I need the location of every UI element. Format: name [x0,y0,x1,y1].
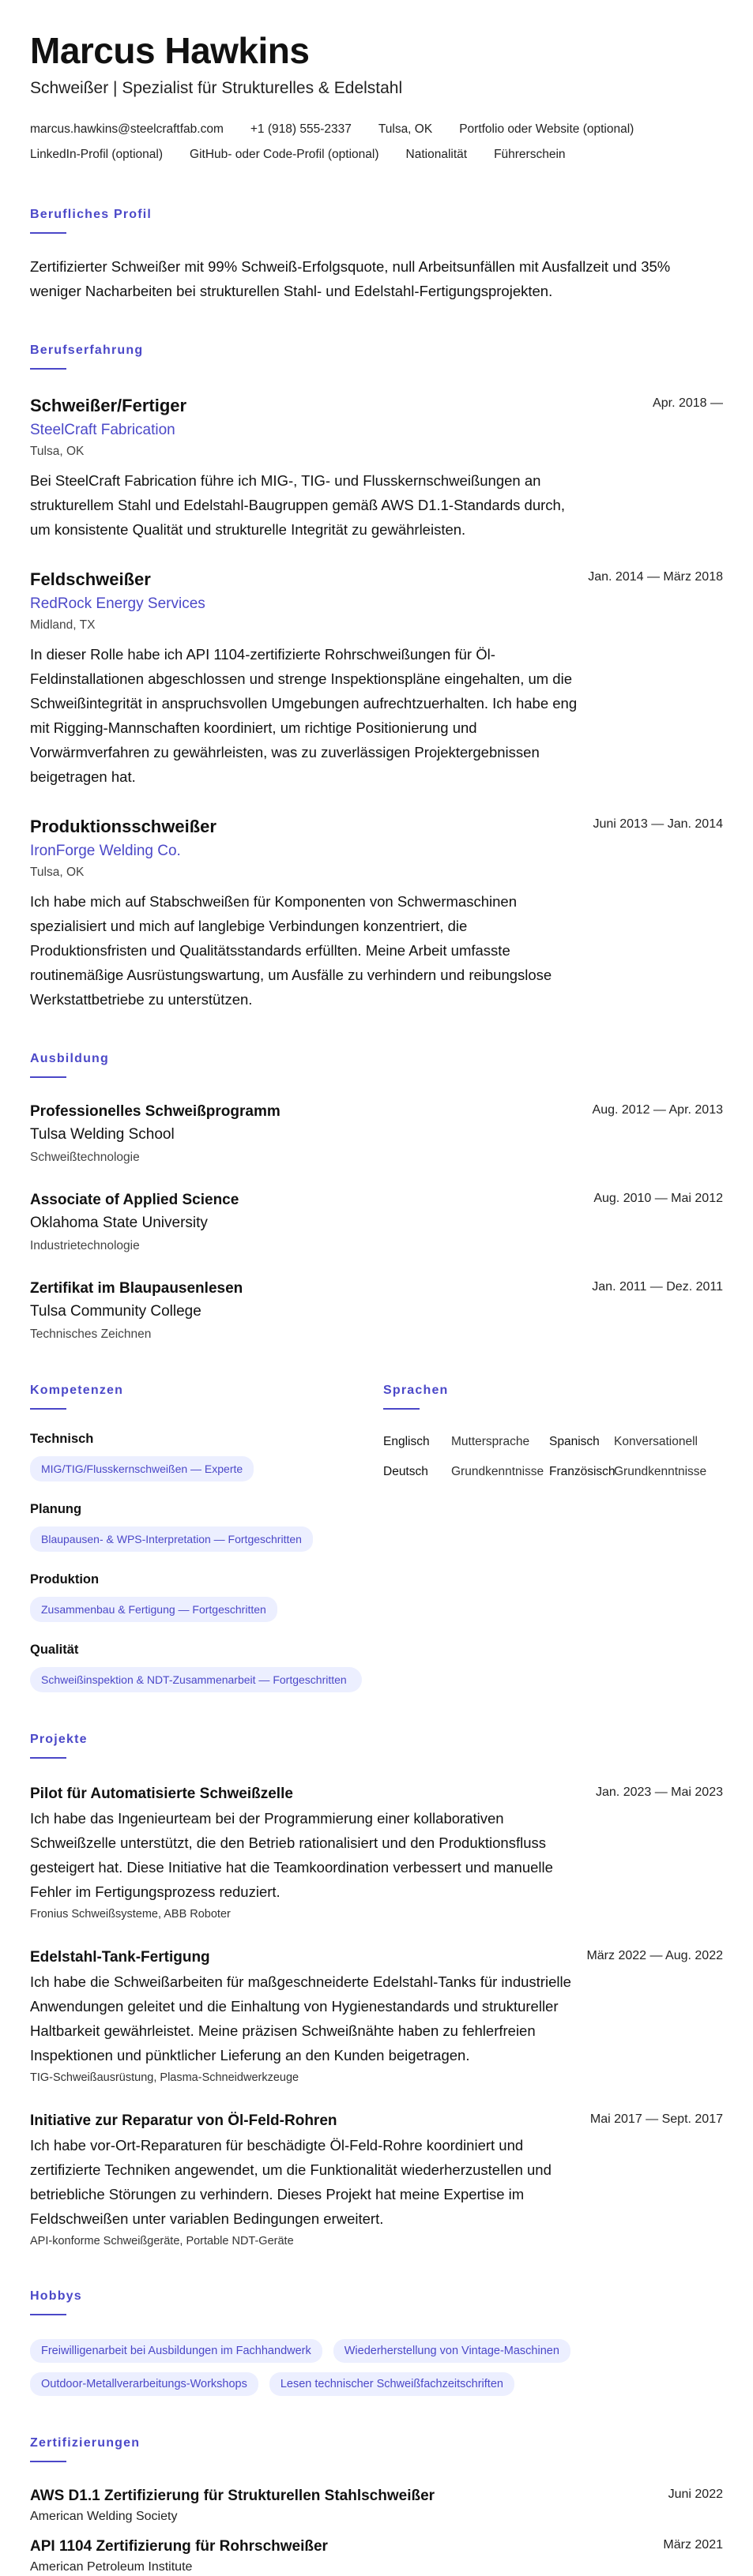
experience-entry [30,816,723,1012]
skill-category: Technisch [30,1432,94,1446]
profile-section [30,207,723,303]
education-date: Aug. 2010 — Mai 2012 [593,1192,723,1205]
section-title-skills: Kompetenzen [30,1384,124,1397]
education-entry [30,1102,723,1166]
language-list [383,1433,723,1481]
language-name: Deutsch [383,1465,428,1478]
project-description: Ich habe vor-Ort-Reparaturen für beschädigte Öl-Feld-Rohre koordiniert und zertifizierte Techniken angewendet, um die Funktionalität wiederherzustellen und betriebliche Störungen zu verhindern. Dieses Projekt hat meine Expertise im Feldschweißen unter variablen Bedingungen erweitert. [30,2137,552,2227]
section-divider [30,2461,66,2462]
contact-location: Tulsa, OK [378,122,433,136]
language-name: Spanisch [549,1435,600,1448]
language-name: Französisch [549,1465,616,1478]
experience-title: Feldschweißer [30,569,151,589]
certifications-section [30,2435,723,2576]
education-degree: Zertifikat im Blaupausenlesen [30,1280,243,1297]
language-level: Grundkenntnisse [451,1465,544,1478]
candidate-headline: Schweißer | Spezialist für Strukturelles & Edelstahl [30,79,403,97]
project-date: März 2022 — Aug. 2022 [586,1949,723,1962]
education-school: Tulsa Community College [30,1303,201,1320]
project-title: Pilot für Automatisierte Schweißzelle [30,1786,293,1802]
experience-title: Produktionsschweißer [30,817,216,836]
contact-email[interactable]: marcus.hawkins@steelcraftfab.com [30,122,224,136]
skill-category: Planung [30,1502,82,1516]
experience-description: Ich habe mich auf Stabschweißen für Komponenten von Schwermaschinen spezialisiert und mich auf langlebige Verbindungen konzentriert, die Produktionsfristen und Qualitätsstandards erfüllten. Meine Arbeit umfasste routinemäßige Ausrüstungswartung, um Ausfälle zu verhindern und reibungslose Werkstattbetriebe zu unterstützen. [30,893,552,1008]
languages-section [383,1383,723,1692]
project-description: Ich habe die Schweißarbeiten für maßgeschneiderte Edelstahl-Tanks für industrielle Anwendungen geleitet und die Einhaltung von Hygienestandards und struktureller Haltbarkeit gewährleistet. Meine präzisen Schweißnähte haben zu fehlerfreien Inspektionen und pünktlicher Lieferung an den Kunden beigetragen. [30,1973,571,2063]
language-name: Englisch [383,1435,430,1448]
certification-entry [30,2537,723,2576]
section-divider [30,368,66,370]
section-title-hobbies: Hobbys [30,2289,82,2303]
project-title: Edelstahl-Tank-Fertigung [30,1949,210,1966]
hobby-tag: Lesen technischer Schweißfachzeitschriften [269,2372,514,2396]
experience-date: Juni 2013 — Jan. 2014 [593,817,723,831]
project-description: Ich habe das Ingenieurteam bei der Programmierung einer kollaborativen Schweißzelle unterstützt, die den Betrieb rationalisiert und den Produktionsfluss gesteigert hat. Diese Initiative hat die Teamkoordination verbessert und manuelle Fehler im Fertigungsprozess reduziert. [30,1810,553,1900]
language-level: Muttersprache [451,1435,530,1448]
profile-summary: Zertifizierter Schweißer mit 99% Schweiß-Erfolgsquote, null Arbeitsunfällen mit Ausfallzeit und 35% weniger Nacharbeiten bei strukturellen Stahl- und Edelstahl-Fertigungsprojekten. [30,258,671,299]
project-tools: API-konforme Schweißgeräte, Portable NDT-Geräte [30,2235,294,2247]
certification-name: API 1104 Zertifizierung für Rohrschweißer [30,2538,328,2555]
project-date: Mai 2017 — Sept. 2017 [589,2112,723,2126]
experience-title: Schweißer/Fertiger [30,396,187,415]
contact-info [30,117,723,167]
education-date: Jan. 2011 — Dez. 2011 [592,1280,723,1294]
experience-description: Bei SteelCraft Fabrication führe ich MIG-, TIG- und Flusskernschweißungen an strukturellem Stahl und Edelstahl-Baugruppen gemäß AWS D1.1-Standards durch, um konsistente Qualität und strukturelle Integrität zu gewährleisten. [30,472,565,538]
experience-location: Midland, TX [30,618,96,632]
education-degree: Associate of Applied Science [30,1192,239,1208]
experience-date: Apr. 2018 — [653,396,723,410]
skills-section [30,1383,383,1692]
experience-entry [30,569,723,789]
hobby-tag: Freiwilligenarbeit bei Ausbildungen im Fachhandwerk [30,2339,322,2363]
skill-group [30,1571,383,1622]
hobbies-section [30,2289,723,2396]
contact-license: Führerschein [494,148,566,161]
section-divider [30,232,66,234]
education-field: Industrietechnologie [30,1239,140,1252]
education-entry [30,1190,723,1255]
section-divider [30,1408,66,1410]
section-title-languages: Sprachen [383,1384,449,1397]
section-divider [383,1408,420,1410]
education-field: Technisches Zeichnen [30,1327,152,1341]
section-divider [30,1757,66,1759]
skill-tag: Blaupausen- & WPS-Interpretation — Fortgeschritten [30,1526,313,1552]
skill-tag: Schweißinspektion & NDT-Zusammenarbeit — Fortgeschritten [30,1667,362,1692]
contact-github[interactable]: GitHub- oder Code-Profil (optional) [190,148,379,161]
language-level: Konversationell [614,1435,698,1448]
certification-date: März 2021 [663,2538,723,2552]
project-tools: Fronius Schweißsysteme, ABB Roboter [30,1908,231,1921]
education-field: Schweißtechnologie [30,1151,140,1164]
certification-entry [30,2486,723,2525]
candidate-name: Marcus Hawkins [30,30,310,71]
experience-date: Jan. 2014 — März 2018 [588,570,723,584]
experience-description: In dieser Rolle habe ich API 1104-zertifizierte Rohrschweißungen für Öl-Feldinstallationen abgeschlossen und strenge Inspektionspläne eingehalten, um die Schweißintegrität in anspruchsvollen Umgebungen aufrechtzuerhalten. Ich habe eng mit Rigging-Mannschaften koordiniert, um richtige Positionierung und Vorwärmverfahren zu gewährleisten, was zu zuverlässigen Projektergebnissen beigetragen hat. [30,646,578,785]
skill-group [30,1430,383,1481]
section-title-education: Ausbildung [30,1052,109,1065]
education-degree: Professionelles Schweißprogramm [30,1103,280,1120]
contact-phone[interactable]: +1 (918) 555-2337 [250,122,352,136]
skill-tag: MIG/TIG/Flusskernschweißen — Experte [30,1456,254,1481]
certification-date: Juni 2022 [668,2488,723,2501]
contact-portfolio[interactable]: Portfolio oder Website (optional) [459,122,634,136]
experience-company: IronForge Welding Co. [30,843,181,859]
education-school: Oklahoma State University [30,1215,208,1231]
education-school: Tulsa Welding School [30,1126,175,1143]
section-divider [30,2314,66,2315]
language-level: Grundkenntnisse [614,1465,707,1478]
certification-issuer: American Petroleum Institute [30,2560,193,2574]
project-date: Jan. 2023 — Mai 2023 [596,1786,723,1799]
resume-header [30,28,723,167]
section-title-projects: Projekte [30,1733,88,1746]
experience-location: Tulsa, OK [30,866,85,879]
experience-location: Tulsa, OK [30,445,85,458]
contact-nationality: Nationalität [405,148,468,161]
skill-group [30,1641,383,1692]
experience-entry [30,395,723,542]
section-title-profile: Berufliches Profil [30,208,152,221]
hobby-tag: Outdoor-Metallverarbeitungs-Workshops [30,2372,258,2396]
education-entry [30,1279,723,1343]
project-entry [30,2111,723,2249]
certification-name: AWS D1.1 Zertifizierung für Strukturellen Stahlschweißer [30,2488,435,2504]
skill-tag: Zusammenbau & Fertigung — Fortgeschritten [30,1597,277,1622]
skill-group [30,1500,383,1552]
certification-issuer: American Welding Society [30,2510,178,2523]
section-divider [30,1076,66,1078]
section-title-certifications: Zertifizierungen [30,2436,141,2450]
hobby-list [30,2339,631,2396]
experience-company: SteelCraft Fabrication [30,422,175,438]
experience-company: RedRock Energy Services [30,595,205,612]
project-entry [30,1947,723,2086]
skill-category: Qualität [30,1643,79,1657]
projects-section [30,1732,723,2249]
contact-linkedin[interactable]: LinkedIn-Profil (optional) [30,148,164,161]
section-title-experience: Berufserfahrung [30,344,144,357]
project-tools: TIG-Schweißausrüstung, Plasma-Schneidwerkzeuge [30,2071,299,2084]
education-section [30,1051,723,1343]
skill-category: Produktion [30,1572,100,1587]
project-title: Initiative zur Reparatur von Öl-Feld-Rohren [30,2112,337,2129]
project-entry [30,1784,723,1922]
education-date: Aug. 2012 — Apr. 2013 [592,1103,723,1117]
skills-languages-row [30,1383,723,1692]
hobby-tag: Wiederherstellung von Vintage-Maschinen [333,2339,570,2363]
experience-section [30,343,723,1012]
